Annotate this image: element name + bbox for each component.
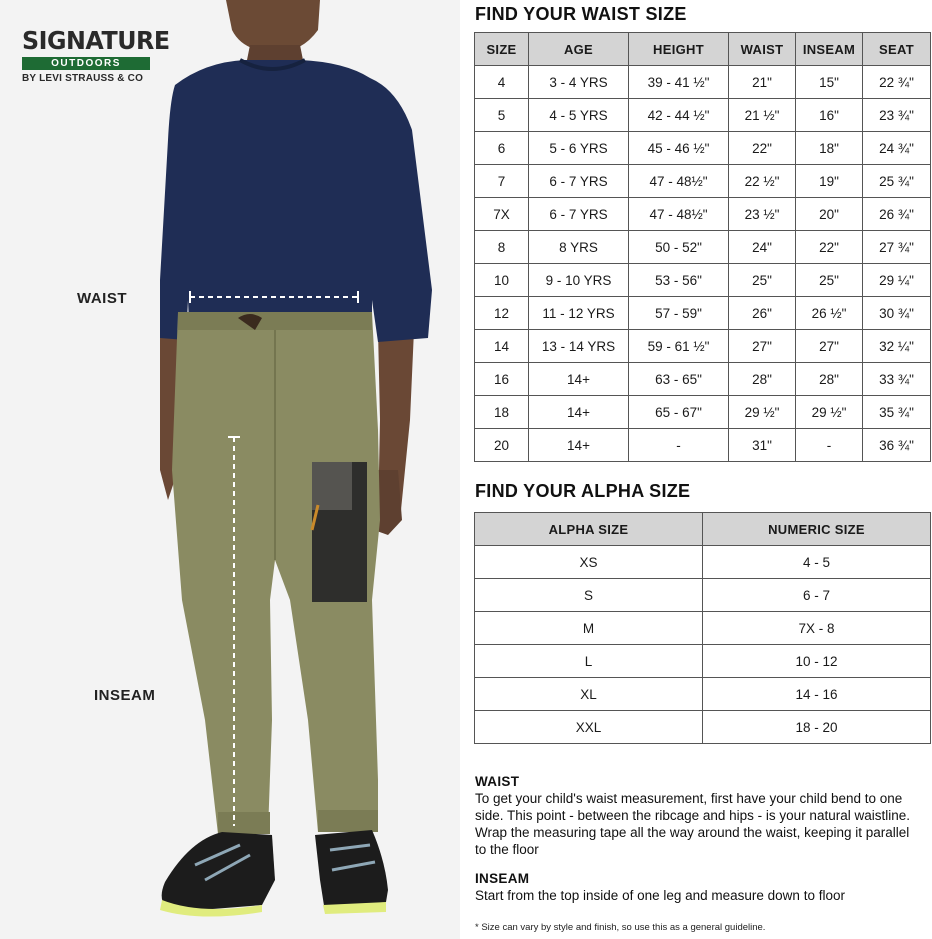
header-size: SIZE xyxy=(475,33,529,66)
table-cell: 8 xyxy=(475,231,529,264)
table-cell: 6 - 7 YRS xyxy=(529,165,629,198)
table-cell: 22" xyxy=(729,132,796,165)
table-cell: 5 xyxy=(475,99,529,132)
table-cell: 11 - 12 YRS xyxy=(529,297,629,330)
header-alpha-size: ALPHA SIZE xyxy=(475,513,703,546)
table-row xyxy=(475,645,931,678)
table-cell: 63 - 65" xyxy=(629,363,729,396)
waist-chart-title: FIND YOUR WAIST SIZE xyxy=(475,4,687,24)
logo-sub-text: OUTDOORS xyxy=(22,57,150,70)
table-cell: 14 xyxy=(475,330,529,363)
kid-model-illustration xyxy=(0,0,460,939)
table-cell: 14+ xyxy=(529,429,629,462)
table-cell: 7X - 8 xyxy=(703,612,931,645)
table-cell: 20 xyxy=(475,429,529,462)
table-cell: 29 ½" xyxy=(796,396,863,429)
table-cell: 6 - 7 xyxy=(703,579,931,612)
footnote: * Size can vary by style and finish, so use this as a general guideline. xyxy=(475,922,766,933)
table-cell: 39 - 41 ½" xyxy=(629,66,729,99)
table-cell: 28" xyxy=(729,363,796,396)
table-cell: 29 ½" xyxy=(729,396,796,429)
table-cell: XXL xyxy=(475,711,703,744)
table-cell: 18 - 20 xyxy=(703,711,931,744)
header-waist: WAIST xyxy=(729,33,796,66)
table-cell: 6 - 7 YRS xyxy=(529,198,629,231)
table-cell: 27" xyxy=(796,330,863,363)
waist-size-table xyxy=(474,32,931,462)
table-cell: S xyxy=(475,579,703,612)
waist-photo-label: WAIST xyxy=(77,290,127,307)
table-cell: 30 ¾" xyxy=(863,297,931,330)
table-cell: 29 ¼" xyxy=(863,264,931,297)
table-cell: 15" xyxy=(796,66,863,99)
table-cell: 27" xyxy=(729,330,796,363)
table-cell: 20" xyxy=(796,198,863,231)
table-cell: 24" xyxy=(729,231,796,264)
table-row xyxy=(475,99,931,132)
table-cell: 27 ¾" xyxy=(863,231,931,264)
inseam-instructions xyxy=(475,870,915,904)
table-row xyxy=(475,231,931,264)
table-cell: 10 - 12 xyxy=(703,645,931,678)
table-row xyxy=(475,429,931,462)
table-cell: 57 - 59" xyxy=(629,297,729,330)
table-cell: 18 xyxy=(475,396,529,429)
table-cell: 14 - 16 xyxy=(703,678,931,711)
inseam-instructions-text: Start from the top inside of one leg and measure down to floor xyxy=(475,888,845,903)
table-row xyxy=(475,264,931,297)
table-cell: 6 xyxy=(475,132,529,165)
table-cell: 24 ¾" xyxy=(863,132,931,165)
table-cell: 10 xyxy=(475,264,529,297)
header-seat: SEAT xyxy=(863,33,931,66)
table-row xyxy=(475,579,931,612)
table-cell: 42 - 44 ½" xyxy=(629,99,729,132)
table-header-row xyxy=(475,513,931,546)
header-inseam: INSEAM xyxy=(796,33,863,66)
table-cell: 5 - 6 YRS xyxy=(529,132,629,165)
logo-brand-text: SIGNATURE xyxy=(22,26,170,55)
table-row xyxy=(475,66,931,99)
inseam-instructions-heading: INSEAM xyxy=(475,871,530,886)
header-height: HEIGHT xyxy=(629,33,729,66)
table-cell: 12 xyxy=(475,297,529,330)
table-cell: 45 - 46 ½" xyxy=(629,132,729,165)
table-row xyxy=(475,711,931,744)
table-cell: 26" xyxy=(729,297,796,330)
header-age: AGE xyxy=(529,33,629,66)
table-cell: M xyxy=(475,612,703,645)
inseam-photo-label: INSEAM xyxy=(94,687,156,704)
logo-by-text: BY LEVI STRAUSS & CO xyxy=(22,73,144,84)
table-cell: 22" xyxy=(796,231,863,264)
table-cell: 14+ xyxy=(529,396,629,429)
table-cell: 8 YRS xyxy=(529,231,629,264)
table-cell: 65 - 67" xyxy=(629,396,729,429)
table-cell: 16 xyxy=(475,363,529,396)
table-row xyxy=(475,612,931,645)
table-cell: 4 - 5 YRS xyxy=(529,99,629,132)
table-cell: 16" xyxy=(796,99,863,132)
table-cell: 21" xyxy=(729,66,796,99)
model-photo xyxy=(0,0,460,939)
waist-instructions xyxy=(475,773,915,858)
table-cell: 4 - 5 xyxy=(703,546,931,579)
table-cell: L xyxy=(475,645,703,678)
table-cell: 13 - 14 YRS xyxy=(529,330,629,363)
table-cell: 9 - 10 YRS xyxy=(529,264,629,297)
waist-instructions-text: To get your child's waist measurement, first have your child bend to one side. This point - between the ribcage and hips - is your natural waistline. Wrap the measuring tape all the way around the waist, keeping it parallel to the floor xyxy=(475,791,910,857)
alpha-size-table xyxy=(474,512,931,744)
table-cell: 33 ¾" xyxy=(863,363,931,396)
table-cell: XL xyxy=(475,678,703,711)
table-cell: 31" xyxy=(729,429,796,462)
alpha-chart-title: FIND YOUR ALPHA SIZE xyxy=(475,481,691,501)
table-row xyxy=(475,678,931,711)
table-cell: 7X xyxy=(475,198,529,231)
table-cell: - xyxy=(796,429,863,462)
table-cell: - xyxy=(629,429,729,462)
table-cell: 50 - 52" xyxy=(629,231,729,264)
table-cell: 4 xyxy=(475,66,529,99)
table-cell: 32 ¼" xyxy=(863,330,931,363)
header-numeric-size: NUMERIC SIZE xyxy=(703,513,931,546)
table-cell: 19" xyxy=(796,165,863,198)
table-cell: 22 ¾" xyxy=(863,66,931,99)
table-cell: 14+ xyxy=(529,363,629,396)
table-row xyxy=(475,132,931,165)
table-cell: 7 xyxy=(475,165,529,198)
table-cell: 18" xyxy=(796,132,863,165)
table-cell: 28" xyxy=(796,363,863,396)
table-cell: 23 ¾" xyxy=(863,99,931,132)
table-cell: 53 - 56" xyxy=(629,264,729,297)
brand-logo xyxy=(22,28,177,84)
table-cell: 26 ½" xyxy=(796,297,863,330)
table-cell: 25" xyxy=(796,264,863,297)
table-cell: 47 - 48½" xyxy=(629,165,729,198)
table-cell: 22 ½" xyxy=(729,165,796,198)
table-cell: 36 ¾" xyxy=(863,429,931,462)
waist-instructions-heading: WAIST xyxy=(475,774,520,789)
table-cell: 23 ½" xyxy=(729,198,796,231)
table-cell: XS xyxy=(475,546,703,579)
table-cell: 3 - 4 YRS xyxy=(529,66,629,99)
table-cell: 21 ½" xyxy=(729,99,796,132)
table-row xyxy=(475,363,931,396)
table-cell: 59 - 61 ½" xyxy=(629,330,729,363)
table-row xyxy=(475,546,931,579)
table-cell: 47 - 48½" xyxy=(629,198,729,231)
table-row xyxy=(475,330,931,363)
table-cell: 25" xyxy=(729,264,796,297)
table-row xyxy=(475,297,931,330)
table-row xyxy=(475,165,931,198)
table-header-row xyxy=(475,33,931,66)
table-cell: 25 ¾" xyxy=(863,165,931,198)
table-row xyxy=(475,198,931,231)
table-row xyxy=(475,396,931,429)
table-cell: 35 ¾" xyxy=(863,396,931,429)
table-cell: 26 ¾" xyxy=(863,198,931,231)
